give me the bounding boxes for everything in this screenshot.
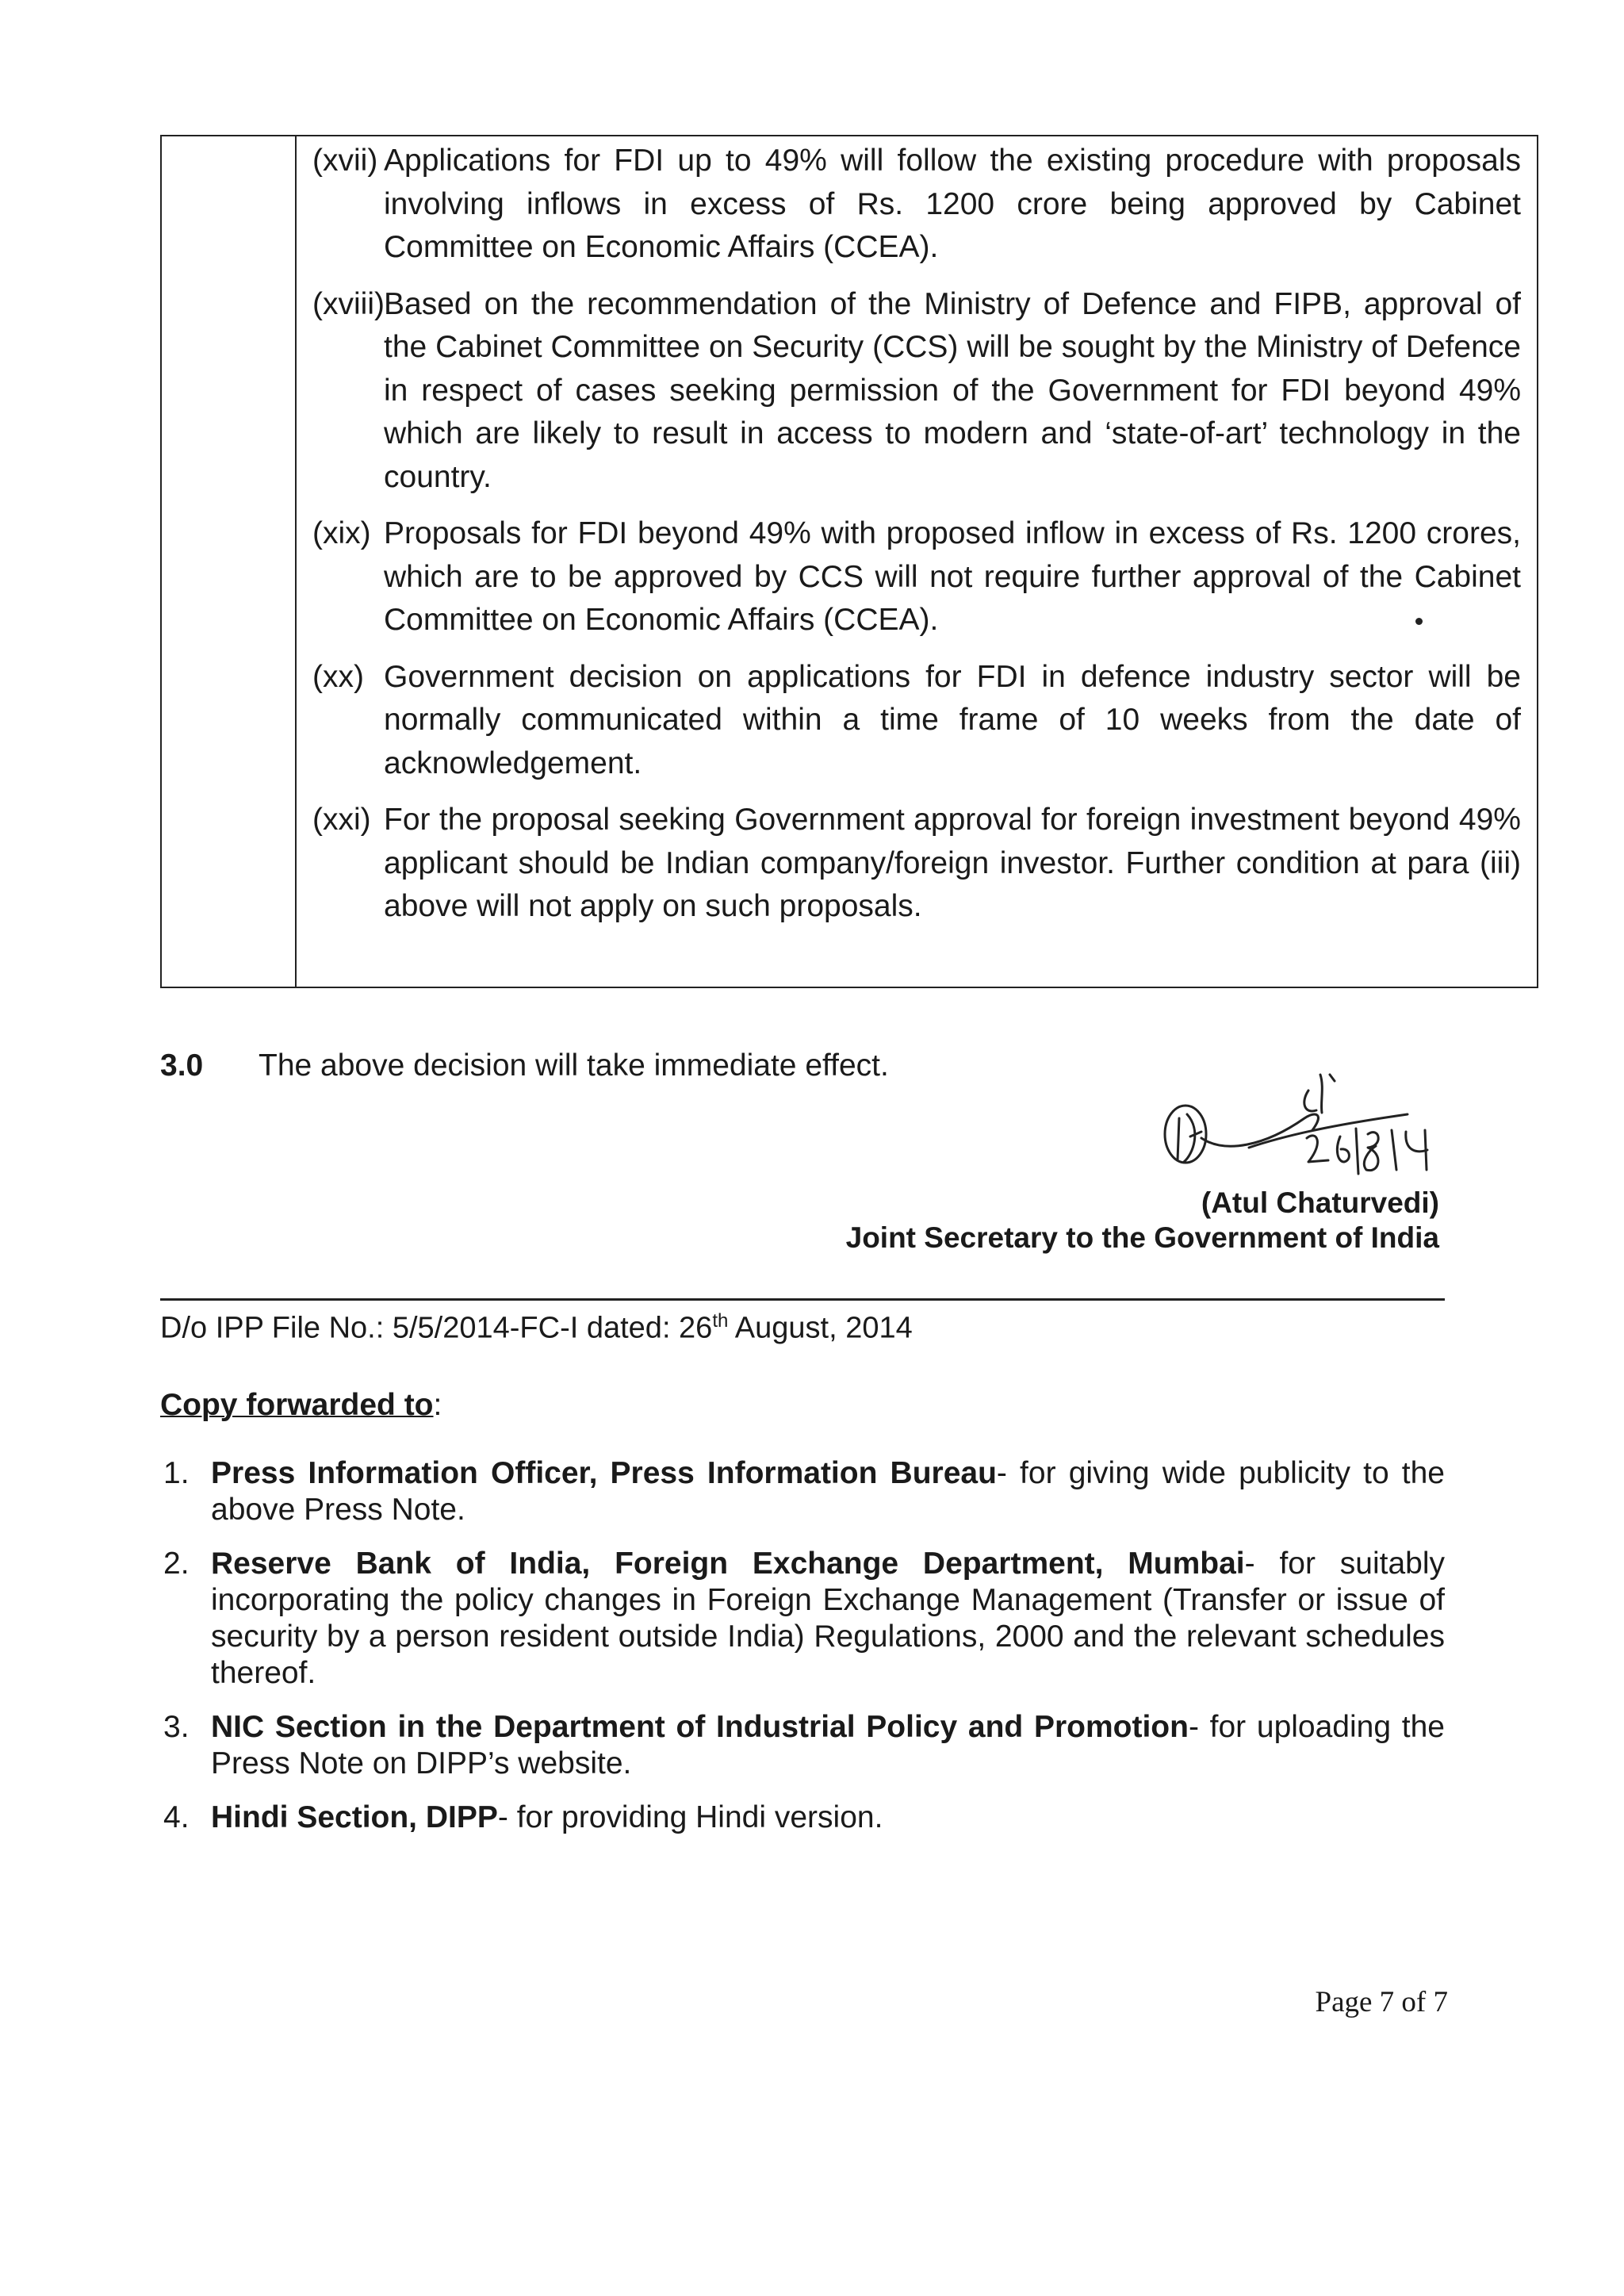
list-number: 1. — [163, 1456, 190, 1490]
copy-forwarded-label: Copy forwarded to — [160, 1388, 434, 1422]
recipient-purpose: - for giving wide publicity to the above Press Note. — [211, 1456, 1445, 1527]
paragraph-number: 3.0 — [160, 1048, 204, 1083]
list-item — [160, 1800, 1445, 1836]
copy-forwarded-heading — [160, 1388, 442, 1423]
recipient-name: Press Information Officer, Press Information Bureau — [211, 1456, 997, 1490]
item-text: Applications for FDI up to 49% will follow the existing procedure with proposals involving inflows in excess of Rs. 1200 crore being approved by Cabinet Committee on Economic Affairs (CCEA). — [384, 144, 1521, 264]
page-number: Page 7 of 7 — [1315, 1986, 1448, 2018]
item-number: (xix) — [312, 516, 371, 550]
list-item — [160, 1709, 1445, 1782]
handwritten-signature — [1154, 1043, 1439, 1194]
file-number-line — [160, 1310, 913, 1346]
recipient-name: Hindi Section, DIPP — [211, 1800, 498, 1834]
conditions-table — [160, 135, 1538, 988]
condition-item-xix — [312, 512, 1521, 642]
file-number-suffix: August, 2014 — [728, 1311, 913, 1345]
date-suffix: th — [712, 1310, 729, 1332]
condition-item-xxi — [312, 799, 1521, 929]
item-number: (xx) — [312, 659, 364, 694]
item-text: Based on the recommendation of the Ministry of Defence and FIPB, approval of the Cabinet Committee on Security (CCS) will be sought by the Ministry of Defence in respect of cases seeking permission of the Government for FDI beyond 49% which are likely to result in access to modern and ‘state-of-art’ technology in the country. — [384, 286, 1521, 494]
paragraph-text: The above decision will take immediate effect. — [259, 1048, 889, 1083]
item-number: (xviii) — [312, 286, 385, 321]
item-text: For the proposal seeking Government approval for foreign investment beyond 49% applicant should be Indian company/foreign investor. Further condition at para (iii) above will not apply on such proposals. — [384, 803, 1521, 923]
list-number: 3. — [163, 1710, 190, 1744]
conditions-cell — [312, 140, 1521, 942]
recipient-name: Reserve Bank of India, Foreign Exchange Department, Mumbai — [211, 1547, 1245, 1581]
copy-forwarded-colon: : — [433, 1388, 442, 1422]
item-number: (xxi) — [312, 803, 371, 837]
horizontal-rule — [160, 1298, 1445, 1301]
condition-item-xvii — [312, 140, 1521, 270]
copy-recipients-list — [160, 1455, 1445, 1853]
item-text: Proposals for FDI beyond 49% with proposed inflow in excess of Rs. 1200 crores, which are to be approved by CCS will not require further approval of the Cabinet Committee on Economic Affairs (CCEA). — [384, 516, 1521, 637]
recipient-purpose: - for suitably incorporating the policy changes in Foreign Exchange Management (Transfer or issue of security by a person resident outside India) Regulations, 2000 and the relevant schedules thereof. — [211, 1547, 1446, 1690]
paragraph-3-0 — [160, 1048, 889, 1083]
file-number-prefix: D/o IPP File No.: 5/5/2014-FC-I dated: 26 — [160, 1311, 713, 1345]
stray-dot-mark — [1415, 618, 1423, 625]
list-item — [160, 1455, 1445, 1528]
signatory-name: (Atul Chaturvedi) — [1201, 1186, 1439, 1219]
item-text: Government decision on applications for FDI in defence industry sector will be normally communicated within a time frame of 10 weeks from the date of acknowledgement. — [384, 659, 1521, 780]
signature-date: 26/8/14 — [1312, 1146, 1316, 1147]
signatory-title: Joint Secretary to the Government of India — [845, 1221, 1439, 1254]
item-number: (xvii) — [312, 144, 378, 178]
list-item — [160, 1546, 1445, 1692]
list-number: 4. — [163, 1800, 190, 1834]
condition-item-xviii — [312, 283, 1521, 500]
recipient-name: NIC Section in the Department of Industrial Policy and Promotion — [211, 1710, 1189, 1744]
list-number: 2. — [163, 1547, 190, 1581]
recipient-purpose: - for uploading the Press Note on DIPP’s website. — [211, 1710, 1445, 1780]
condition-item-xx — [312, 656, 1521, 786]
table-column-divider — [295, 136, 297, 987]
recipient-purpose: - for providing Hindi version. — [497, 1800, 883, 1834]
